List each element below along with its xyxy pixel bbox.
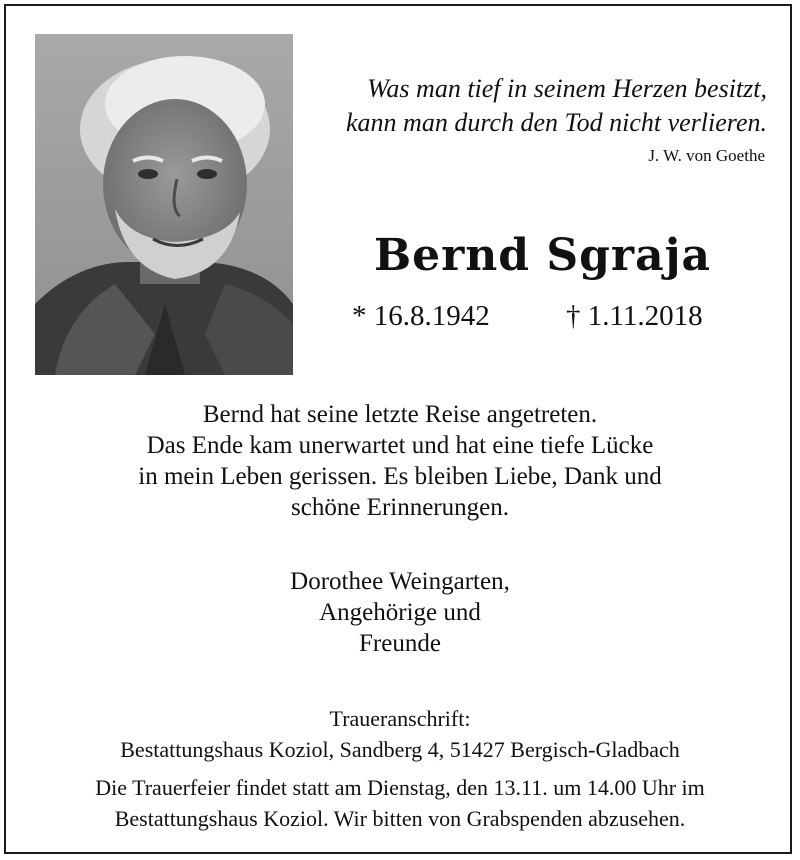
goethe-quote (317, 72, 767, 140)
mourning-address (20, 703, 780, 765)
farewell-message (20, 399, 780, 523)
address-line: Bestattungshaus Koziol, Sandberg 4, 51427 Bergisch-Gladbach (120, 737, 680, 762)
birth-date: * 16.8.1942 (352, 300, 490, 332)
death-date: † 1.11.2018 (566, 300, 703, 332)
message-line: Das Ende kam unerwartet und hat eine tiefe Lücke (146, 432, 654, 459)
funeral-ceremony-info (20, 772, 780, 834)
portrait-photo (35, 34, 293, 375)
message-line: schöne Erinnerungen. (291, 494, 509, 521)
deceased-name: Bernd Sgraja (373, 230, 712, 281)
ceremony-line: Die Trauerfeier findet statt am Dienstag, den 13.11. um 14.00 Uhr im (95, 775, 705, 800)
signature-line: Dorothee Weingarten, (290, 568, 510, 595)
quote-line: kann man durch den Tod nicht verlieren. (346, 108, 767, 137)
message-line: in mein Leben gerissen. Es bleiben Liebe, Dank und (138, 463, 662, 490)
mourners-signature (20, 566, 780, 659)
message-line: Bernd hat seine letzte Reise angetreten. (202, 401, 598, 428)
quote-author: J. W. von Goethe (648, 146, 765, 165)
signature-line: Freunde (359, 630, 441, 657)
signature-line: Angehörige und (319, 599, 481, 626)
ceremony-line: Bestattungshaus Koziol. Wir bitten von Grabspenden abzusehen. (114, 806, 686, 831)
address-label: Traueranschrift: (329, 706, 471, 731)
quote-line: Was man tief in seinem Herzen besitzt, (367, 74, 767, 103)
